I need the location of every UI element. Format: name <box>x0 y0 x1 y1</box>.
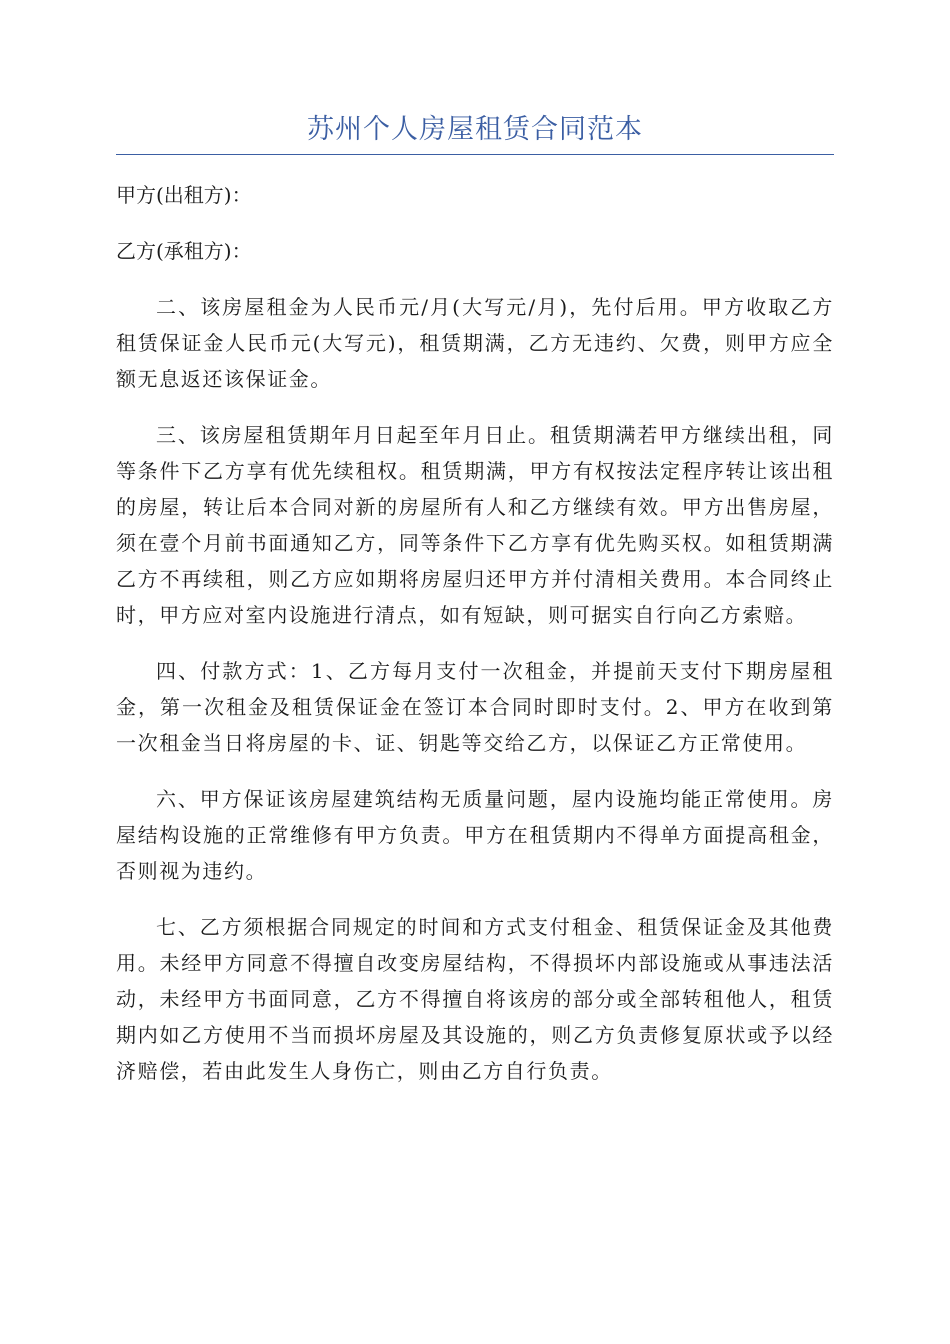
clause-3-paragraph: 三、该房屋租赁期年月日起至年月日止。租赁期满若甲方继续出租，同等条件下乙方享有优先续租权。租赁期满，甲方有权按法定程序转让该出租的房屋，转让后本合同对新的房屋所有人和乙方继续有效。甲方出售房屋，须在壹个月前书面通知乙方，同等条件下乙方享有优先购买权。如租赁期满乙方不再续租，则乙方应如期将房屋归还甲方并付清相关费用。本合同终止时，甲方应对室内设施进行清点，如有短缺，则可据实自行向乙方索赔。 <box>116 423 834 627</box>
document-page <box>116 110 834 1109</box>
clause-4-paragraph: 四、付款方式：1、乙方每月支付一次租金，并提前天支付下期房屋租金，第一次租金及租赁保证金在签订本合同时即时支付。2、甲方在收到第一次租金当日将房屋的卡、证、钥匙等交给乙方，以保证乙方正常使用。 <box>116 659 834 755</box>
party-b-label: 乙方(承租方)： <box>116 239 252 263</box>
clause-6-paragraph: 六、甲方保证该房屋建筑结构无质量问题，屋内设施均能正常使用。房屋结构设施的正常维修有甲方负责。甲方在租赁期内不得单方面提高租金，否则视为违约。 <box>116 787 834 883</box>
clause-7-paragraph: 七、乙方须根据合同规定的时间和方式支付租金、租赁保证金及其他费用。未经甲方同意不得擅自改变房屋结构，不得损坏内部设施或从事违法活动，未经甲方书面同意，乙方不得擅自将该房的部分或全部转租他人，租赁期内如乙方使用不当而损坏房屋及其设施的，则乙方负责修复原状或予以经济赔偿，若由此发生人身伤亡，则由乙方自行负责。 <box>116 915 834 1083</box>
party-a-label: 甲方(出租方)： <box>116 183 252 207</box>
document-title: 苏州个人房屋租赁合同范本 <box>116 110 834 155</box>
clause-2-paragraph: 二、该房屋租金为人民币元/月(大写元/月)，先付后用。甲方收取乙方租赁保证金人民币元(大写元)，租赁期满，乙方无违约、欠费，则甲方应全额无息返还该保证金。 <box>116 295 834 391</box>
